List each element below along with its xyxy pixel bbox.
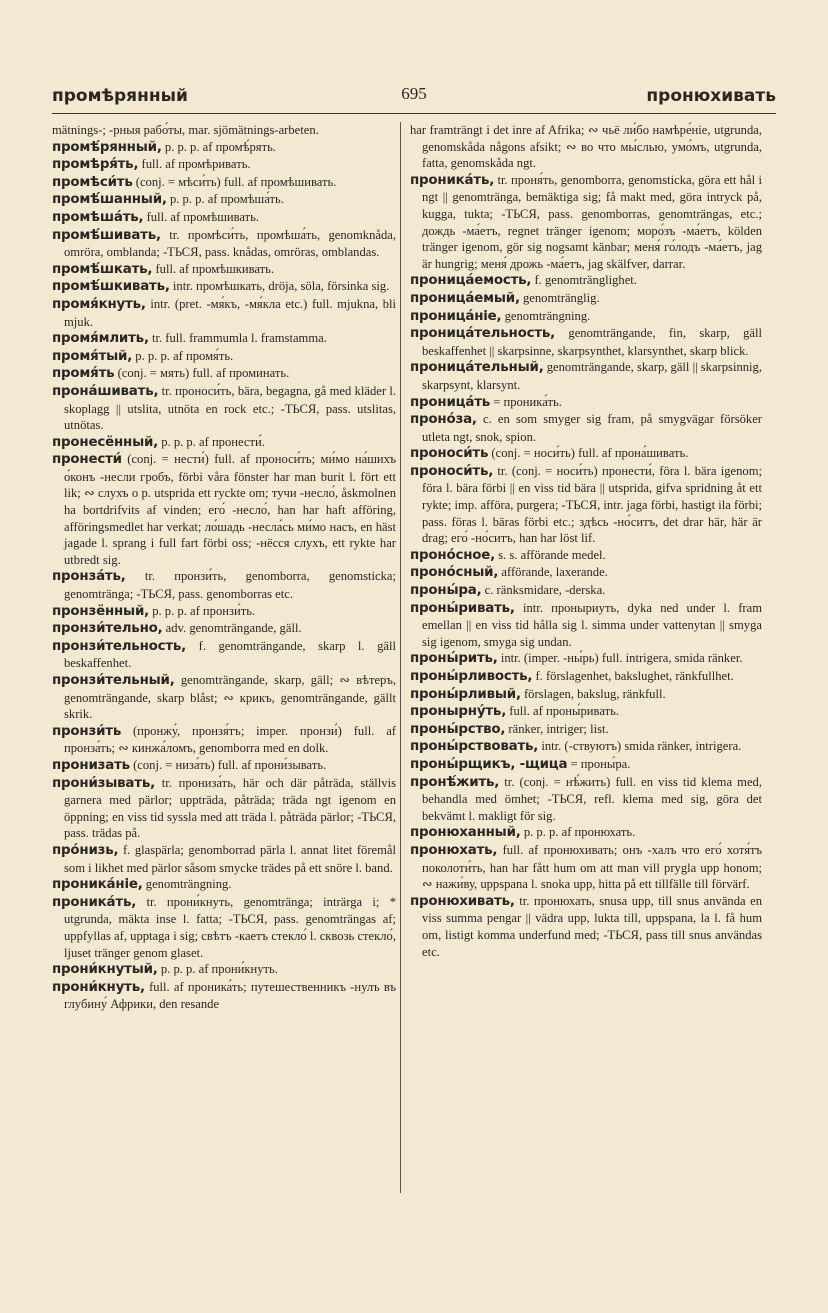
entry-definition: tr. пронюхать, snusa upp, till snus använda en viss summa pengar || vädra upp, lukta till, uppspana, la l. få hum om, listigt komma underfund med; -ТЬСЯ, pass till snus användas etc.: [422, 893, 762, 959]
entry-headword: прони́кнутый,: [52, 962, 158, 978]
entry-headword: проны́ра,: [410, 583, 482, 599]
dictionary-entry: [410, 756, 762, 774]
dictionary-entry: [410, 893, 762, 960]
entry-headword: проника́ніе,: [52, 877, 143, 893]
entry-definition: p. p. p. af пронзи́ть.: [152, 603, 256, 618]
entry-headword: пронзи́тельно,: [52, 621, 163, 637]
entry-headword: пронырну́ть,: [410, 704, 507, 720]
entry-headword: пронести́: [52, 452, 122, 468]
entry-headword: проны́рить,: [410, 651, 498, 667]
entry-headword: проница́емость,: [410, 273, 532, 289]
entry-headword: про́низь,: [52, 842, 119, 858]
dictionary-entry: [52, 979, 396, 1013]
dictionary-entry: [52, 568, 396, 602]
dictionary-entry: [52, 365, 396, 383]
entry-headword: пронизать: [52, 757, 130, 773]
entry-headword: прона́шивать,: [52, 383, 159, 399]
dictionary-entry: [52, 842, 396, 876]
entry-definition: adv. genomträngande, gäll.: [165, 621, 302, 636]
entry-definition: mätnings-; -рныя рабо́ты, mar. sjömätnings-arbeten.: [52, 123, 319, 137]
entry-definition: intr. проныриуть, dyka ned under l. fram emellan || en viss tid hålla sig l. simma under vattenytan || smyga sig igenom, smyga sig undan.: [422, 600, 762, 649]
dictionary-entry: [52, 876, 396, 894]
entry-headword: пронзённый,: [52, 603, 150, 619]
entry-headword: промя́тый,: [52, 348, 133, 364]
dictionary-entry: [52, 156, 396, 174]
dictionary-entry: [410, 394, 762, 412]
dictionary-entry: [410, 738, 762, 756]
entry-definition: full. af промѣшкивать.: [155, 261, 275, 276]
entry-definition: intr. (-ствуютъ) smida ränker, intrigera.: [541, 739, 742, 754]
entry-headword: проны́рствовать,: [410, 739, 539, 755]
entry-definition: s. s. afförande medel.: [498, 547, 606, 562]
entry-definition: intr. (imper. -ны́рь) full. intrigera, smida ränker.: [500, 651, 743, 666]
entry-headword: проница́емый,: [410, 290, 520, 306]
entry-headword: прони́зывать,: [52, 775, 155, 791]
dictionary-entry: [52, 383, 396, 434]
entry-definition: full. af пронюхивать; онъ -халъ что его́ хотя́тъ поколоти́ть, han har fått hum om att man vill prygla upp honom; ∾ нажи́ву, uppspana l. snoka upp, hitta på ett tillfälle till förvärf.: [422, 842, 762, 892]
dictionary-entry: [52, 191, 396, 209]
entry-headword: проны́рливость,: [410, 669, 533, 684]
entry-definition: afförande, laxerande.: [501, 565, 608, 580]
entry-headword: проно́сное,: [410, 547, 496, 563]
entry-definition: tr. проня́ть, genomborra, genomsticka, göra ett hål i ngt || genomtränga, bemäktiga sig; få makt med, göra intryck på, kugga, tukta; -ТЬСЯ, pass. genomborras, genomträngas, etc.; дождь -ма́етъ, regnet tränger igenom; моро́зъ -ма́етъ, kölden tränger igenom, gör sig nogsamt känbar; меня́ го́лодъ -ма́етъ, jag är hungrig; меня́ дрожь -ма́етъ, jag skälfver, darrar.: [422, 172, 762, 271]
dictionary-entry: [52, 672, 396, 723]
dictionary-entry: [52, 227, 396, 261]
entry-definition: intr. (pret. -мя́къ, -мя́кла etc.) full. mjukna, bli mjuk.: [64, 296, 396, 329]
entry-definition: genomträngande, skarp, gäll; ∾ вѣтеръ, genomträngande, skarp blåst; ∾ крикъ, genomträngande, gällt skrik.: [64, 673, 396, 722]
dictionary-entry: [52, 139, 396, 157]
entry-definition: p. p. p. af пронюхать.: [523, 825, 636, 840]
entry-definition: förslagen, bakslug, ränkfull.: [523, 686, 666, 701]
entry-definition: genomträngning.: [145, 877, 232, 892]
dictionary-entry: [52, 348, 396, 366]
dictionary-entry: [52, 603, 396, 621]
entry-headword: пронзи́тельность,: [52, 638, 187, 654]
right-column: [410, 122, 762, 1253]
right-running-headword: пронюхивать: [646, 86, 776, 106]
dictionary-entry: [410, 650, 762, 668]
entry-definition: intr. промѣшкать, dröja, söla, försinka sig.: [172, 279, 390, 294]
entry-definition: tr. прони́кнуть, genomtränga; inträrga i; * utgrunda, mäkta inse l. fatta; -ТЬСЯ, pass. genomträngas af; uppfyllas af, upptaga i sig; свѣтъ -каетъ стекло́ l. сквозь стекло́, ljuset tränger genom glaset.: [64, 894, 396, 960]
dictionary-entry: [410, 824, 762, 842]
entry-headword: пронесённый,: [52, 434, 159, 450]
entry-headword: промѣ́рянный,: [52, 139, 162, 155]
dictionary-entry: [52, 434, 396, 452]
entry-headword: промѣ́шанный,: [52, 192, 167, 208]
entry-definition: p. p. p. af промѣ́рять.: [164, 139, 276, 154]
entry-definition: tr. (conj. = нѣ́жить) full. en viss tid klema med, behandla med ömhet; -ТЬСЯ, refl. klema med sig, göra det bekvämt l. makligt för sig.: [422, 774, 762, 823]
entry-definition: tr. прониза́ть, här och där påträda, ställvis garnera med pärlor; uppträda, påträda; träda ngt igenom en öppning; en viss tid syssla med att träda l. påträda pärlor; -ТЬСЯ, pass. trädas på.: [64, 775, 396, 841]
entry-definition: f. genomtränglighet.: [534, 273, 637, 288]
dictionary-entry: [410, 582, 762, 600]
entry-definition: genomträngande, fin, skarp, gäll beskaffenhet || skarpsinne, skarpsynthet, klarsynthet, skarp blick.: [422, 326, 762, 358]
entry-headword: пронза́ть,: [52, 569, 126, 585]
page-number: 695: [401, 84, 427, 103]
entry-definition: c. en som smyger sig fram, på smygvägar försöker utleta ngt, snok, spion.: [422, 412, 762, 444]
dictionary-entry: [410, 564, 762, 582]
entry-definition: full. af проника́ть; путешественникъ -нулъ въ глубину́ Африки, den resande: [64, 979, 396, 1012]
entry-definition: (пронжу́, пронзя́тъ; imper. пронзи́) full. af пронза́ть; ∾ кинжа́ломъ, genomborra med en dolk.: [64, 723, 396, 756]
entry-definition: tr. проноси́ть, bära, begagna, gå med kläder l. skoplagg || utslita, utnöta en rock etc.; -ТЬСЯ, pass. utslitas, utnötas.: [64, 383, 396, 433]
entry-headword: прони́кнуть,: [52, 979, 145, 995]
dictionary-entry: [52, 620, 396, 638]
dictionary-entry: [410, 842, 762, 893]
dictionary-entry: [52, 209, 396, 227]
dictionary-entry: [52, 278, 396, 296]
entry-definition: = проника́ть.: [493, 394, 562, 409]
dictionary-entry: [52, 775, 396, 842]
entry-headword: промѣси́ть: [52, 174, 133, 190]
entry-headword: проница́тельность,: [410, 326, 556, 342]
entry-headword: пронзи́тельный,: [52, 673, 175, 688]
dictionary-entry: [52, 757, 396, 775]
entry-headword: промѣря́ть,: [52, 157, 139, 173]
entry-headword: проны́рство,: [410, 721, 506, 737]
entry-headword: проны́рщикъ, -щица: [410, 756, 568, 772]
entry-definition: p. p. p. af промя́ть.: [135, 348, 234, 363]
entry-headword: пронѣ́жить,: [410, 774, 500, 790]
entry-definition: tr. промѣси́ть, промѣша́ть, genomknåda, omröra, omblanda; -ТЬСЯ, pass. knådas, omröras, omblandas.: [64, 227, 396, 260]
entry-headword: проноси́ть,: [410, 463, 494, 479]
entry-definition: c. ränksmidare, -derska.: [484, 583, 606, 598]
entry-definition: (conj. = мѣси́ть) full. af промѣшивать.: [135, 174, 337, 189]
column-divider: [400, 122, 401, 1193]
entry-headword: пронюхивать,: [410, 893, 515, 909]
entry-headword: проны́рливый,: [410, 686, 521, 702]
entry-definition: tr. full. frammumla l. framstamma.: [152, 331, 327, 346]
entry-definition: p. p. p. af пронести́.: [161, 434, 265, 449]
entry-headword: промя́млить,: [52, 331, 149, 347]
entry-definition: p. p. p. af прони́кнуть.: [160, 962, 278, 977]
entry-headword: проника́ть,: [410, 172, 495, 188]
dictionary-entry: [52, 330, 396, 348]
entry-definition: (conj. = носи́ть) full. af прона́шивать.: [491, 446, 689, 461]
entry-headword: проноси́ть: [410, 446, 489, 462]
entry-headword: проница́ть: [410, 394, 491, 410]
entry-headword: проница́ніе,: [410, 308, 502, 324]
entry-headword: промѣ́шивать,: [52, 227, 161, 243]
left-running-headword: промѣрянный: [52, 86, 188, 106]
dictionary-entry: [52, 261, 396, 279]
dictionary-entry: [410, 290, 762, 308]
entry-definition: p. p. p. af промѣша́ть.: [169, 192, 284, 207]
dictionary-entry: [410, 308, 762, 326]
entry-definition: full. af промѣривать.: [141, 157, 251, 172]
entry-headword: промѣ́шкать,: [52, 261, 153, 277]
page-header: [52, 84, 776, 108]
dictionary-entry: [410, 445, 762, 463]
dictionary-entry: [410, 600, 762, 651]
dictionary-entry: [52, 174, 396, 192]
entry-headword: промя́кнуть,: [52, 296, 146, 312]
dictionary-entry: [52, 296, 396, 330]
entry-definition: (conj. = низа́ть) full. af прони́зывать.: [133, 757, 327, 772]
dictionary-entry: [410, 686, 762, 704]
entry-definition: f. glaspärla; genomborrad pärla l. annat litet föremål som i likhet med pärlor såsom smycke trädes på ett snöre l. band.: [64, 842, 396, 875]
entry-definition: tr. пронзи́ть, genomborra, genomsticka; genomtränga; -ТЬСЯ, pass. genomborras etc.: [64, 569, 396, 602]
entry-headword: проны́ривать,: [410, 600, 515, 616]
entry-headword: пронюхать,: [410, 842, 498, 858]
dictionary-entry: [52, 961, 396, 979]
dictionary-entry: [52, 638, 396, 672]
entry-definition: genomträngning.: [504, 308, 591, 323]
entry-headword: пронзи́ть: [52, 723, 122, 739]
entry-headword: пронюханный,: [410, 825, 521, 841]
entry-headword: проника́ть,: [52, 894, 137, 910]
entry-headword: промя́ть: [52, 366, 115, 382]
header-rule: [52, 113, 776, 114]
entry-definition: (conj. = нести́) full. af проноси́ть; ми́мо на́шихъ о́конъ -несли гробъ, förbi våra fönster har man burit l. fört ett lik; ∾ слухъ o p. utsprida ett ryckte om; тучи -несло́, åskmolnen ha bortdrifvits af vinden; его́ -несло́, han har haft afföring, afföringsmedlet har verkat; ло́шадь -несла́сь ми́мо насъ, en häst jagade l. sprang i full fart förbi oss; -нёсся слухъ, ett rykte har utbredt sig.: [64, 452, 396, 567]
entry-definition: f. förslagenhet, bakslughet, ränkfullhet.: [535, 669, 734, 683]
entry-definition: f. genomträngande, skarp l. gäll beskaffenhet.: [64, 638, 396, 671]
dictionary-entry: [410, 122, 762, 172]
entry-definition: tr. (conj. = носи́ть) пронести́, föra l. bära igenom; föra l. bära förbi || en viss tid bära || utsprida, gifva spridning åt ett rykte; imp. afföra, purgera; -ТЬСЯ, intr. jaga förbi, hastigt ila förbi; pass. föras l. bäras förbi etc.; здѣсь -но́ситъ, det drar här, här är drag; его́ -но́ситъ, han har löst lif.: [422, 463, 762, 546]
dictionary-entry: [410, 721, 762, 739]
dictionary-entry: [410, 411, 762, 445]
entry-definition: har framträngt i det inre af Afrika; ∾ чьё ли́бо намѣре́ніе, utgrunda, genomskåda någons afsikt; ∾ во что мы́слью, умо́мъ, utgrunda, fatta, genomskåda ngt.: [410, 123, 762, 171]
dictionary-entry: [410, 547, 762, 565]
dictionary-entry: [410, 774, 762, 825]
dictionary-entry: [52, 451, 396, 568]
entry-definition: = проны́ра.: [570, 756, 631, 771]
entry-definition: (conj. = мять) full. af проминать.: [117, 366, 290, 381]
entry-definition: full. af промѣшивать.: [146, 209, 260, 224]
entry-definition: full. af проны́ривать.: [509, 704, 619, 719]
entry-headword: проно́за,: [410, 412, 477, 428]
left-column: [52, 122, 396, 1253]
entry-headword: проно́сный,: [410, 565, 499, 581]
dictionary-entry: [52, 723, 396, 757]
entry-definition: genomträngande, skarp, gäll || skarpsinnig, skarpsynt, klarsynt.: [422, 360, 762, 392]
dictionary-entry: [410, 272, 762, 290]
entry-headword: проница́тельный,: [410, 360, 544, 376]
dictionary-entry: [410, 463, 762, 547]
dictionary-entry: [52, 894, 396, 961]
entry-definition: ränker, intriger; list.: [508, 721, 609, 736]
entry-headword: промѣша́ть,: [52, 209, 144, 225]
dictionary-entry: [410, 359, 762, 393]
dictionary-entry: [410, 172, 762, 273]
dictionary-entry: [410, 703, 762, 721]
entry-headword: промѣ́шкивать,: [52, 279, 170, 295]
entry-definition: genomtränglig.: [523, 290, 600, 305]
dictionary-entry: [410, 325, 762, 359]
dictionary-entry: [52, 122, 396, 139]
dictionary-entry: [410, 668, 762, 686]
